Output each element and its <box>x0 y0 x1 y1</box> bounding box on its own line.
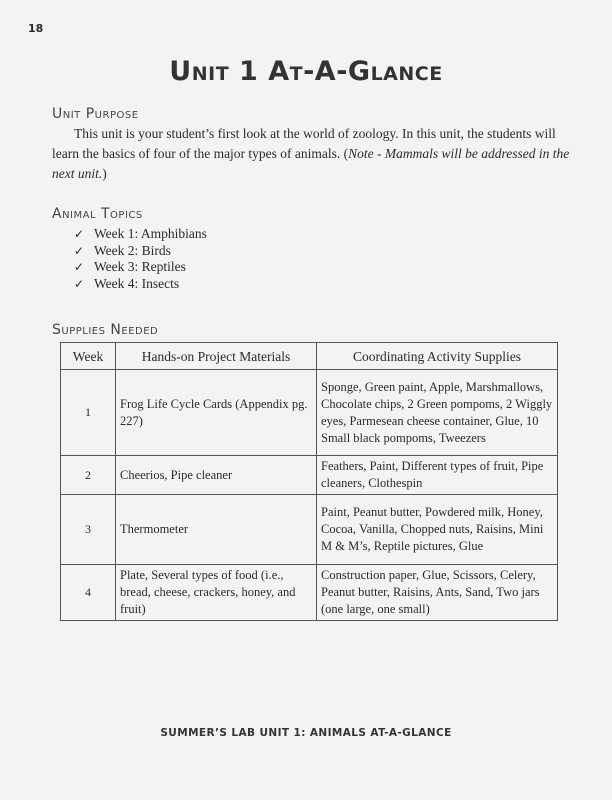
page-footer: SUMMER’S LAB UNIT 1: ANIMALS AT-A-GLANCE <box>160 727 452 739</box>
list-item <box>74 243 207 260</box>
materials-cell: Thermometer <box>116 495 317 565</box>
table-row <box>61 456 558 495</box>
purpose-note: Note - Mammals will be addressed in the next unit. <box>52 146 570 181</box>
week-cell: 3 <box>61 495 116 565</box>
page-title: Unit 1 At-A-Glance <box>169 56 443 87</box>
topic-label: Week 1: Amphibians <box>94 226 207 241</box>
supplies-cell: Paint, Peanut butter, Powdered milk, Honey, Cocoa, Vanilla, Chopped nuts, Raisins, Mini M & M’s, Reptile pictures, Glue <box>317 495 558 565</box>
unit-purpose-text <box>52 124 572 184</box>
purpose-body: This unit is your student’s first look at the world of zoology. In this unit, the students will learn the basics of four of the major types of animals. ( <box>52 126 556 161</box>
table-header-row <box>61 343 558 370</box>
checkmark-icon: ✓ <box>74 227 85 241</box>
table-row <box>61 370 558 456</box>
list-item <box>74 276 207 293</box>
week-cell: 4 <box>61 565 116 621</box>
column-header-materials: Hands-on Project Materials <box>116 343 317 370</box>
materials-cell: Cheerios, Pipe cleaner <box>116 456 317 495</box>
list-item <box>74 226 207 243</box>
topic-label: Week 4: Insects <box>94 275 180 291</box>
supplies-heading: Supplies Needed <box>52 322 159 338</box>
page-number: 18 <box>28 22 44 35</box>
checkmark-icon: ✓ <box>74 276 85 291</box>
column-header-week: Week <box>61 343 116 370</box>
materials-cell: Frog Life Cycle Cards (Appendix pg. 227) <box>116 370 317 456</box>
supplies-table <box>60 342 558 621</box>
week-cell: 1 <box>61 370 116 456</box>
supplies-cell: Construction paper, Glue, Scissors, Celery, Peanut butter, Raisins, Ants, Sand, Two jars (one large, one small) <box>317 565 558 621</box>
week-cell: 2 <box>61 456 116 495</box>
supplies-cell: Feathers, Paint, Different types of fruit, Pipe cleaners, Clothespin <box>317 456 558 495</box>
table-row <box>61 565 558 621</box>
checkmark-icon: ✓ <box>74 260 85 274</box>
column-header-supplies: Coordinating Activity Supplies <box>317 343 558 370</box>
topic-label: Week 3: Reptiles <box>94 259 186 274</box>
purpose-close-paren: ) <box>102 166 107 181</box>
animal-topics-list <box>74 226 207 292</box>
checkmark-icon: ✓ <box>74 243 85 258</box>
table-row <box>61 495 558 565</box>
list-item <box>74 259 207 276</box>
supplies-cell: Sponge, Green paint, Apple, Marshmallows, Chocolate chips, 2 Green pompoms, 2 Wiggly eyes, Parmesean cheese container, Glue, 10 Small black pompoms, Tweezers <box>317 370 558 456</box>
unit-purpose-heading: Unit Purpose <box>52 106 139 122</box>
topic-label: Week 2: Birds <box>94 242 171 258</box>
materials-cell: Plate, Several types of food (i.e., bread, cheese, crackers, honey, and fruit) <box>116 565 317 621</box>
animal-topics-heading: Animal Topics <box>52 206 143 222</box>
